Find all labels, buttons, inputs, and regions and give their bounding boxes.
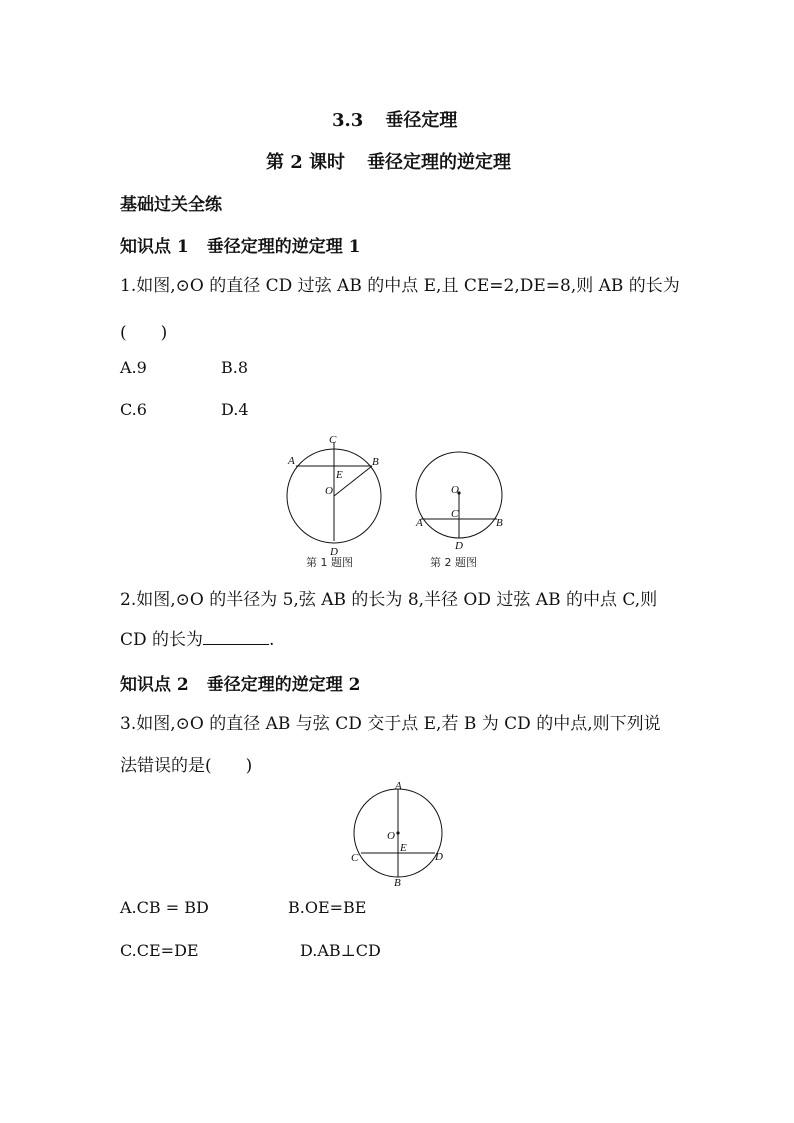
fig2-label-b: B [496, 517, 503, 529]
page-subtitle [266, 148, 511, 174]
q1-option-c: C.6 [120, 400, 147, 419]
question-1-text: 1.如图,⊙O 的直径 CD 过弦 AB 的中点 E,且 CE=2,DE=8,则 AB 的长为 [120, 276, 680, 296]
fig1-label-a: A [288, 455, 295, 467]
lesson-label: 第 2 课时 [266, 152, 346, 173]
fig3-label-o: O [387, 830, 395, 842]
fig1-label-e: E [336, 469, 343, 481]
fig1-label-c: C [329, 434, 337, 446]
title-text: 垂径定理 [385, 110, 458, 131]
question-2-line-1: 2.如图,⊙O 的半径为 5,弦 AB 的长为 8,半径 OD 过弦 AB 的中点 C,则 [120, 590, 658, 610]
fig2-label-o: O [451, 484, 459, 496]
figure-1-caption: 第 1 题图 [306, 556, 353, 569]
q3-option-c: C.CE=DE [120, 941, 199, 960]
subtitle-text: 垂径定理的逆定理 [367, 152, 512, 173]
question-3-line-1: 3.如图,⊙O 的直径 AB 与弦 CD 交于点 E,若 B 为 CD 的中点,则下列说 [120, 714, 661, 734]
answer-blank[interactable] [203, 630, 269, 645]
question-2-line-2 [120, 628, 274, 652]
fig1-label-b: B [372, 456, 379, 468]
kp1-title: 垂径定理的逆定理 1 [206, 237, 361, 257]
fig1-label-o: O [325, 485, 333, 497]
fig2-label-a: A [416, 517, 423, 529]
figure-2-caption: 第 2 题图 [430, 556, 477, 569]
fig1-label-d: D [330, 546, 338, 556]
section-number: 3.3 [332, 110, 364, 131]
question-1-answer-paren: ( ) [120, 323, 168, 343]
q1-option-b: B.8 [221, 358, 249, 377]
knowledge-point-1 [120, 232, 361, 257]
figure-2 [412, 446, 512, 552]
fig3-center-dot [396, 831, 399, 834]
q3-option-d: D.AB⊥CD [300, 941, 381, 960]
kp1-label: 知识点 1 [120, 237, 189, 257]
q2-line2-suffix: . [269, 630, 275, 650]
q1-option-a: A.9 [120, 358, 147, 377]
fig3-label-c: C [351, 852, 359, 864]
figure-1 [280, 428, 390, 556]
kp2-title: 垂径定理的逆定理 2 [206, 675, 361, 695]
fig3-label-a: A [395, 780, 402, 792]
fig3-label-e: E [400, 842, 407, 854]
fig3-label-b: B [394, 877, 401, 889]
practice-heading: 基础过关全练 [120, 195, 222, 215]
page-title [332, 106, 457, 132]
q2-line2-prefix: CD 的长为 [120, 630, 204, 650]
question-3-line-2: 法错误的是( ) [120, 756, 253, 776]
fig3-label-d: D [435, 851, 443, 863]
fig2-label-c: C [451, 508, 459, 520]
q3-option-b: B.OE=BE [288, 898, 367, 917]
fig2-label-d: D [455, 540, 463, 552]
q3-option-a: A.CB = BD [120, 898, 209, 917]
knowledge-point-2 [120, 670, 361, 695]
figure-3 [346, 780, 450, 890]
kp2-label: 知识点 2 [120, 675, 189, 695]
q1-option-d: D.4 [221, 400, 249, 419]
